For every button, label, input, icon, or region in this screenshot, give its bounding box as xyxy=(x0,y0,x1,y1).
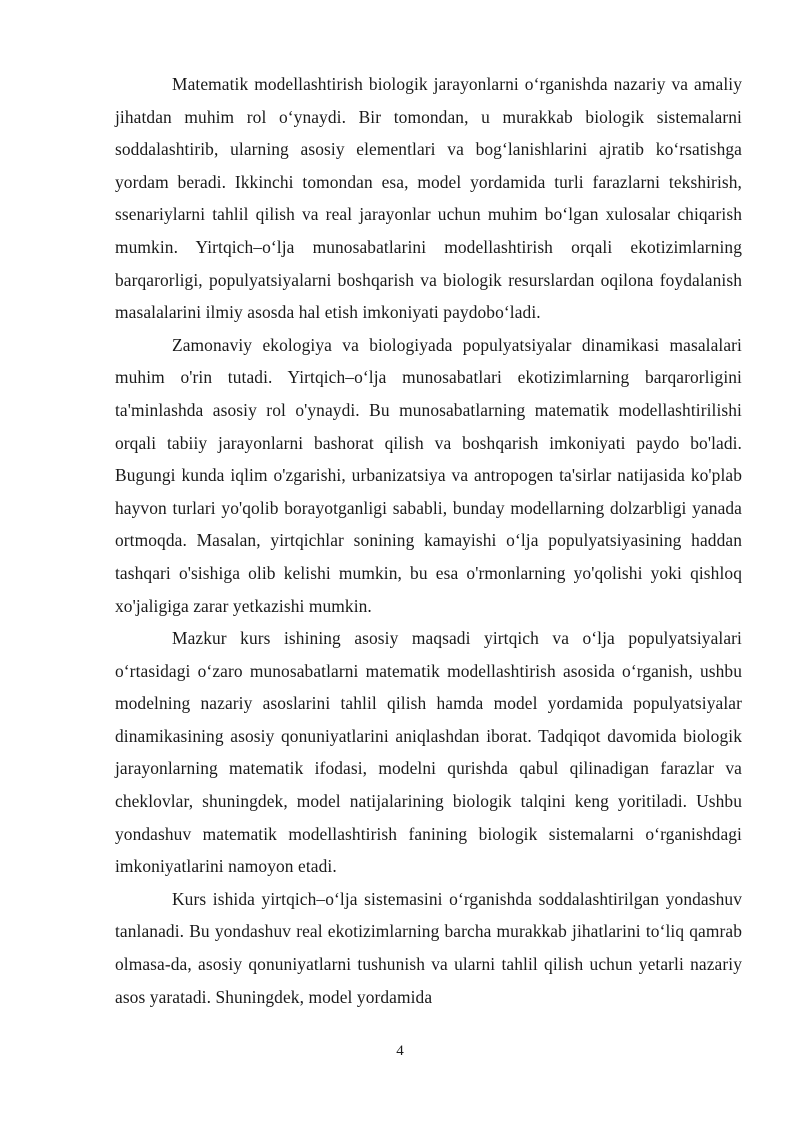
document-body xyxy=(115,68,742,1013)
paragraph-course-goal: Mazkur kurs ishining asosiy maqsadi yirtqich va o‘lja populyatsiyalari o‘rtasidagi o‘zaro munosabatlarni matematik modellashtirish asosida o‘rganish, ushbu modelning nazariy asoslarini tahlil qilish hamda model yordamida populyatsiyalar dinamikasining asosiy qonuniyatlarini aniqlashdan iborat. Tadqiqot davomida biologik jarayonlarning matematik ifodasi, modelni qurishda qabul qilinadigan farazlar va cheklovlar, shuningdek, model natijalarining biologik talqini keng yoritiladi. Ushbu yondashuv matematik modellashtirish fanining biologik sistemalarni o‘rganishdagi imkoniyatlarini namoyon etadi. xyxy=(115,628,742,877)
paragraph-simplified-approach: Kurs ishida yirtqich–o‘lja sistemasini o‘rganishda soddalashtirilgan yondashuv tanlanadi. Bu yondashuv real ekotizimlarning barcha murakkab jihatlarini to‘liq qamrab olmasa-da, asosiy qonuniyatlarni tushunish va ularni tahlil qilish uchun yetarli nazariy asos yaratadi. Shuningdek, model yordamida xyxy=(115,888,742,1007)
paragraph-modeling-role: Matematik modellashtirish biologik jarayonlarni o‘rganishda nazariy va amaliy jihatdan muhim rol o‘ynaydi. Bir tomondan, u murakkab biologik sistemalarni soddalashtirib, ularning asosiy elementlari va bog‘lanishlarini ajratib ko‘rsatishga yordam beradi. Ikkinchi tomondan esa, model yordamida turli farazlarni tekshirish, ssenariylarni tahlil qilish va real jarayonlar uchun muhim bo‘lgan xulosalar chiqarish mumkin. Yirtqich–o‘lja munosabatlarini modellashtirish orqali ekotizimlarning barqarorligi, populyatsiyalarni boshqarish va biologik resurslardan oqilona foydalanish masalalarini ilmiy asosda hal etish imkoniyati paydobo‘ladi. xyxy=(115,74,742,323)
page-number: 4 xyxy=(396,1043,404,1059)
paragraph-population-dynamics: Zamonaviy ekologiya va biologiyada populyatsiyalar dinamikasi masalalari muhim o'rin tutadi. Yirtqich–o‘lja munosabatlari ekotizimlarning barqarorligini ta'minlashda asosiy rol o'ynaydi. Bu munosabatlarning matematik modellashtirilishi orqali tabiiy jarayonlarni bashorat qilish va boshqarish imkoniyati paydo bo'ladi. Bugungi kunda iqlim o'zgarishi, urbanizatsiya va antropogen ta'sirlar natijasida ko'plab hayvon turlari yo'qolib borayotganligi sababli, bunday modellarning dolzarbligi yanada ortmoqda. Masalan, yirtqichlar sonining kamayishi o‘lja populyatsiyasining haddan tashqari o'sishiga olib kelishi mumkin, bu esa o'rmonlarning yo'qolishi yoki qishloq xo'jaligiga zarar yetkazishi mumkin. xyxy=(115,334,742,616)
